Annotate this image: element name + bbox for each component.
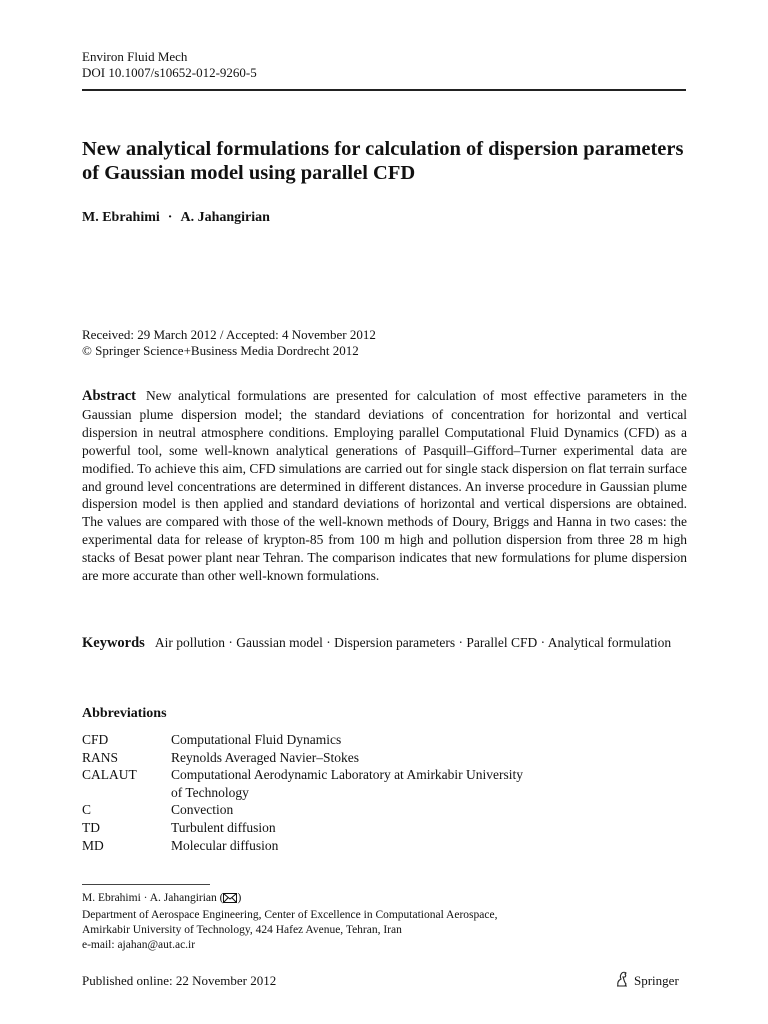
published-online: Published online: 22 November 2012: [82, 973, 277, 988]
abbreviation-row: [82, 784, 523, 802]
article-history: [82, 327, 376, 359]
abbreviation-code: CALAUT: [82, 767, 137, 783]
abbreviation-row: [82, 731, 523, 749]
envelope-icon[interactable]: [223, 893, 237, 908]
abbreviation-row: [82, 819, 523, 837]
journal-name: Environ Fluid Mech: [82, 49, 188, 64]
springer-logo: [614, 971, 679, 991]
footnote-author-names: M. Ebrahimi · A. Jahangirian (: [82, 892, 224, 904]
footnote-affiliation-2: Amirkabir University of Technology, 424 Hafez Avenue, Tehran, Iran: [82, 924, 402, 936]
author-line: [82, 210, 270, 226]
abbreviation-row: [82, 749, 523, 767]
springer-horse-icon: [614, 971, 634, 991]
abbreviations-table: [82, 731, 523, 854]
footnote-email[interactable]: e-mail: ajahan@aut.ac.ir: [82, 939, 196, 951]
footnote-authors: [82, 891, 497, 908]
doi[interactable]: DOI 10.1007/s10652-012-9260-5: [82, 65, 257, 80]
author-separator: ·: [167, 210, 173, 225]
author-footnote: [82, 891, 497, 953]
author-1: M. Ebrahimi: [82, 210, 160, 225]
abbreviation-row: [82, 837, 523, 855]
abbreviation-meaning: Computational Fluid Dynamics: [171, 732, 342, 747]
abbreviation-meaning: Turbulent diffusion: [171, 819, 276, 835]
abbreviation-code: RANS: [82, 749, 119, 765]
abbreviation-code: TD: [82, 819, 100, 835]
abbreviation-row: [82, 801, 523, 819]
abstract: [82, 387, 687, 585]
abbreviation-code: MD: [82, 837, 104, 853]
abbreviation-code: CFD: [82, 732, 109, 747]
abbreviation-row: [82, 766, 523, 784]
abbreviation-meaning: Molecular diffusion: [171, 837, 279, 853]
abbreviation-meaning: of Technology: [171, 784, 249, 800]
keywords-label: Keywords: [82, 635, 145, 651]
abstract-text: New analytical formulations are presented for calculation of most effective parameters in the Gaussian plume dispersion model; the standard deviations of concentration for horizontal and vertical dispersion in neutral atmosphere conditions. Employing parallel Computational Fluid Dynamics (CFD) as a powerful tool, some well-known analytical generations of Pasquill–Gifford–Turner experimental data are modified. To achieve this aim, CFD simulations are carried out for single stack dispersion on flat terrain surface and ground level concentrations are determined in different distances. An inverse procedure in Gaussian plume dispersion model is then applied and standard deviations of horizontal and vertical dispersions are obtained. The values are compared with those of the well-known methods of Doury, Briggs and Hanna in two cases: the experimental data for release of krypton-85 from 100 m high and pollution dispersion from three 28 m high stacks of Besat power plant near Tehran. The comparison indicates that new formulations for plume dispersion are more accurate than other well-known formulations.: [82, 388, 687, 584]
abbreviation-meaning: Reynolds Averaged Navier–Stokes: [171, 749, 359, 765]
abbreviation-meaning: Computational Aerodynamic Laboratory at Amirkabir University: [171, 767, 524, 783]
abbreviations-heading: Abbreviations: [82, 706, 167, 721]
paper-title: New analytical formulations for calculation of dispersion parameters of Gaussian model using parallel CFD: [82, 138, 684, 184]
keywords: [82, 634, 687, 652]
author-2: A. Jahangirian: [180, 210, 270, 225]
abbreviation-meaning: Convection: [171, 802, 234, 818]
abbreviation-code: C: [82, 802, 92, 818]
received-accepted: Received: 29 March 2012 / Accepted: 4 November 2012: [82, 327, 376, 342]
header-rule: [82, 89, 686, 91]
copyright: © Springer Science+Business Media Dordrecht 2012: [82, 343, 359, 358]
journal-header: [82, 49, 257, 81]
keywords-text: Air pollution · Gaussian model · Dispersion parameters · Parallel CFD · Analytical formulation: [154, 635, 672, 650]
footnote-paren-close: ): [237, 892, 242, 904]
springer-wordmark: Springer: [634, 973, 679, 988]
footnote-affiliation-1: Department of Aerospace Engineering, Center of Excellence in Computational Aerospace,: [82, 909, 498, 921]
footnote-rule: [82, 884, 210, 885]
abstract-label: Abstract: [82, 388, 136, 404]
abbreviation-code: [82, 784, 171, 802]
